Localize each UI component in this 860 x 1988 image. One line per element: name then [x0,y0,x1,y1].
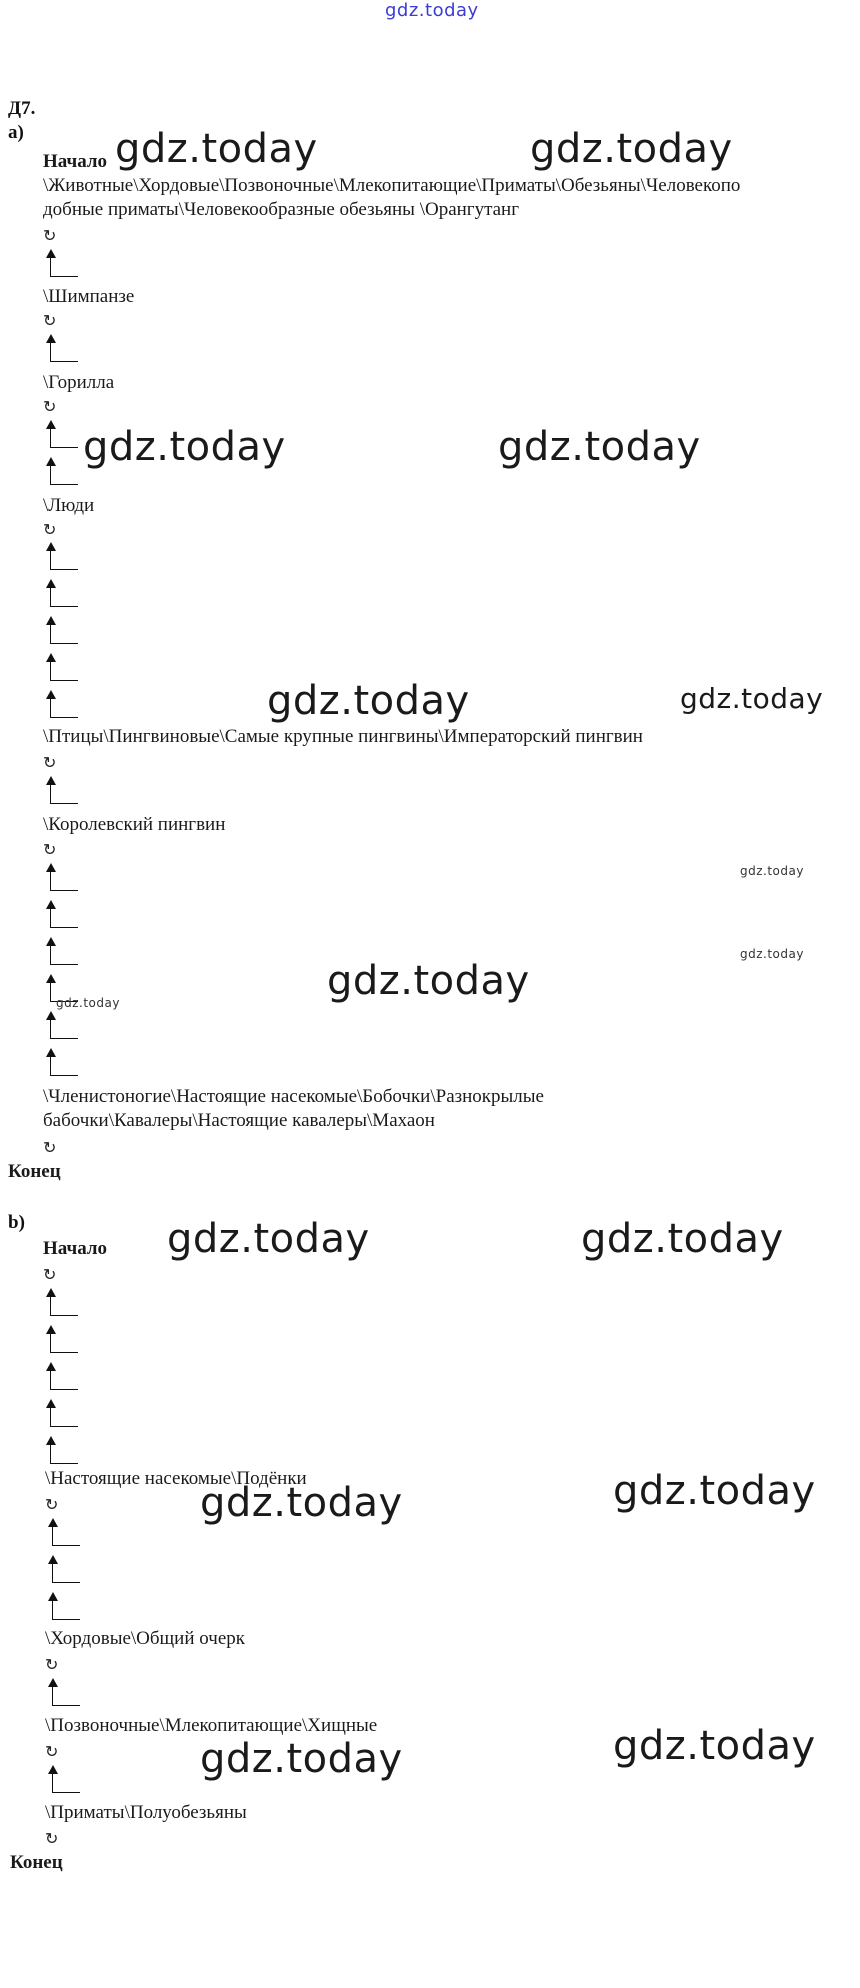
part-b-step3: \Позвоночные\Млекопитающие\Хищные [45,1715,378,1736]
part-a-step2: \Шимпанзе [43,286,135,307]
watermark: gdz.today [613,1723,816,1769]
back-arrow-icon [40,1048,80,1078]
back-arrow-icon [40,776,80,806]
part-b-step4: \Приматы\Полуобезьяны [45,1802,247,1823]
watermark: gdz.today [581,1216,784,1262]
watermark: gdz.today [56,996,120,1010]
watermark: gdz.today [740,947,804,961]
part-a-step3: \Горилла [43,372,115,393]
part-a-step1-line2: добные приматы\Человекообразные обезьяны \Орангутанг [43,199,520,220]
back-arrow-icon [40,653,80,683]
back-arrow-icon [40,420,80,450]
back-arrow-icon [40,1325,80,1355]
part-a-end: Конец [8,1161,61,1182]
watermark: gdz.today [83,424,286,470]
back-arrow-icon [40,249,80,279]
refresh-icon: ↻ [45,1742,59,1761]
watermark-top: gdz.today [385,0,479,21]
part-b-label: b) [8,1212,25,1233]
refresh-icon: ↻ [43,397,57,416]
watermark: gdz.today [115,126,318,172]
watermark: gdz.today [740,864,804,878]
watermark: gdz.today [167,1216,370,1262]
watermark: gdz.today [327,958,530,1004]
watermark: gdz.today [680,682,824,715]
part-a-step6: \Королевский пингвин [43,814,226,835]
back-arrow-icon [40,1011,80,1041]
refresh-icon: ↻ [43,1265,57,1284]
part-b-end: Конец [10,1852,63,1873]
watermark: gdz.today [613,1468,816,1514]
part-b-step1: \Настоящие насекомые\Подёнки [45,1468,307,1489]
refresh-icon: ↻ [45,1655,59,1674]
refresh-icon: ↻ [43,840,57,859]
back-arrow-icon [42,1678,82,1708]
back-arrow-icon [40,616,80,646]
back-arrow-icon [42,1555,82,1585]
back-arrow-icon [40,1288,80,1318]
back-arrow-icon [42,1518,82,1548]
back-arrow-icon [40,937,80,967]
back-arrow-icon [40,457,80,487]
back-arrow-icon [42,1765,82,1795]
refresh-icon: ↻ [43,1138,57,1157]
back-arrow-icon [40,334,80,364]
refresh-icon: ↻ [43,520,57,539]
part-a-step7-line1: \Членистоногие\Настоящие насекомые\Бобочки\Разнокрылые [43,1086,544,1107]
part-a-step4: \Люди [43,495,95,516]
watermark: gdz.today [530,126,733,172]
part-a-step1-line1: \Животные\Хордовые\Позвоночные\Млекопитающие\Приматы\Обезьяны\Человекопо [43,175,741,196]
watermark: gdz.today [267,678,470,724]
task-label: Д7. [8,98,36,119]
refresh-icon: ↻ [43,226,57,245]
back-arrow-icon [40,690,80,720]
part-a-label: а) [8,122,24,143]
part-a-step7-line2: бабочки\Кавалеры\Настоящие кавалеры\Махаон [43,1110,435,1131]
back-arrow-icon [40,542,80,572]
watermark: gdz.today [498,424,701,470]
refresh-icon: ↻ [45,1829,59,1848]
back-arrow-icon [40,579,80,609]
watermark: gdz.today [200,1736,403,1782]
part-a-step5: \Птицы\Пингвиновые\Самые крупные пингвины\Императорский пингвин [43,726,643,747]
refresh-icon: ↻ [43,311,57,330]
part-a-start: Начало [43,151,108,172]
back-arrow-icon [40,863,80,893]
refresh-icon: ↻ [43,753,57,772]
part-b-start: Начало [43,1238,108,1259]
part-b-step2: \Хордовые\Общий очерк [45,1628,246,1649]
back-arrow-icon [40,900,80,930]
back-arrow-icon [40,1362,80,1392]
back-arrow-icon [40,1436,80,1466]
back-arrow-icon [42,1592,82,1622]
back-arrow-icon [40,1399,80,1429]
watermark: gdz.today [200,1480,403,1526]
refresh-icon: ↻ [45,1495,59,1514]
